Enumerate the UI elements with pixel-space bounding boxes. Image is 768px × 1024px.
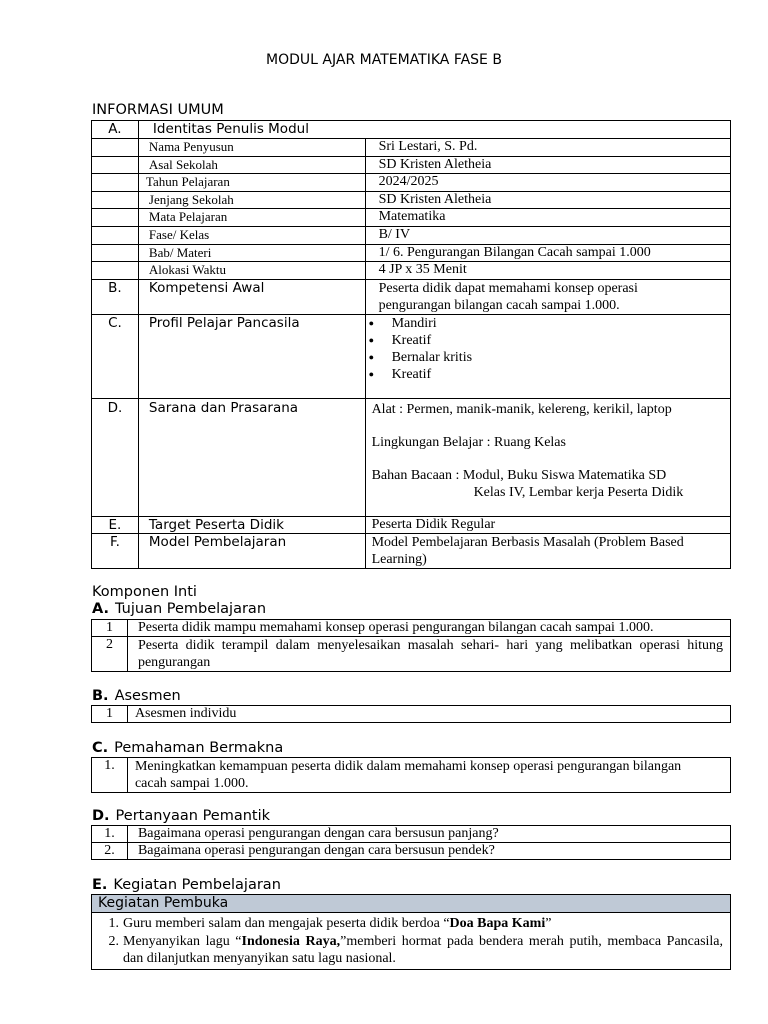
item-text: ”memberi hormat pada bendera merah putih, membaca Pancasila, dan dilanjutkan menyanyikan satu lagu nasional.: [123, 934, 724, 966]
item-text: Guru memberi salam dan mengajak peserta didik berdoa “: [123, 916, 450, 931]
identity-value: SD Kristen Aletheia: [365, 156, 730, 174]
kegiatan-pembuka-header: Kegiatan Pembuka: [92, 895, 731, 913]
asesmen-title: Asesmen: [114, 688, 181, 704]
kegiatan-item: [92, 915, 723, 932]
pemahaman-heading: [92, 740, 283, 756]
table-row: [92, 826, 731, 843]
table-row: [92, 706, 731, 723]
pertanyaan-letter: D.: [92, 808, 110, 824]
kegiatan-table: [91, 894, 731, 970]
identity-row: [92, 174, 731, 192]
list-item: ● Bernalar kritis: [366, 349, 730, 366]
identity-value: Matematika: [365, 209, 730, 227]
row-text: Meningkatkan kemampuan peserta didik dalam memahami konsep operasi pengurangan bilangan cacah sampai 1.000.: [127, 758, 730, 793]
section-d-letter: D.: [92, 398, 139, 516]
list-item: ● Kreatif: [366, 332, 730, 349]
pertanyaan-table: [91, 825, 731, 860]
item-text: ”: [545, 916, 552, 931]
pemahaman-table: [91, 757, 731, 793]
row-text: Asesmen individu: [127, 706, 730, 723]
pertanyaan-title: Pertanyaan Pemantik: [115, 808, 271, 824]
kompetensi-awal-value: Peserta didik dapat memahami konsep operasi pengurangan bilangan cacah sampai 1.000.: [365, 279, 730, 314]
identity-value: SD Kristen Aletheia: [365, 191, 730, 209]
identity-row: [92, 156, 731, 174]
section-c-title: Profil Pelajar Pancasila: [138, 314, 365, 398]
item-text: Menyanyikan lagu “: [123, 934, 242, 949]
identity-value: 2024/2025: [365, 174, 730, 192]
section-f-title: Model Pembelajaran: [138, 533, 365, 568]
table-row: [92, 758, 731, 793]
tujuan-letter: A.: [92, 601, 109, 617]
section-a-title: Identitas Penulis Modul: [138, 121, 730, 139]
row-number: 1: [92, 620, 128, 637]
asesmen-table: [91, 705, 731, 723]
list-item: ● Kreatif: [366, 366, 730, 383]
section-d-title: Sarana dan Prasarana: [138, 398, 365, 516]
identity-row: [92, 191, 731, 209]
bahan-bacaan-continued: Kelas IV, Lembar kerja Peserta Didik: [473, 484, 684, 500]
profil-list: [366, 315, 730, 383]
alat-text: Alat : Permen, manik-manik, kelereng, kerikil, laptop: [371, 401, 672, 417]
section-c-letter: C.: [92, 314, 139, 398]
asesmen-letter: B.: [92, 688, 109, 704]
komponen-inti-heading: Komponen Inti: [92, 584, 197, 600]
model-value: Model Pembelajaran Berbasis Masalah (Problem Based Learning): [365, 533, 730, 568]
table-row: [92, 843, 731, 860]
list-item: ● Mandiri: [366, 315, 730, 332]
identity-row: [92, 262, 731, 280]
row-number: 1.: [92, 826, 128, 843]
pemahaman-title: Pemahaman Bermakna: [114, 740, 284, 756]
lingkungan-text: Lingkungan Belajar : Ruang Kelas: [371, 434, 566, 450]
row-text: Peserta didik terampil dalam menyelesaikan masalah sehari- hari yang melibatkan operasi hitung pengurangan: [127, 637, 730, 672]
identity-label: Bab/ Materi: [138, 244, 365, 262]
identity-row: [92, 226, 731, 244]
pertanyaan-heading: [92, 808, 270, 824]
informasi-umum-table: [91, 120, 731, 569]
row-text: Bagaimana operasi pengurangan dengan cara bersusun pendek?: [127, 843, 730, 860]
identity-label: Alokasi Waktu: [138, 262, 365, 280]
section-b-letter: B.: [92, 279, 139, 314]
item-bold-text: Doa Bapa Kami: [449, 916, 546, 931]
identity-label: Nama Penyusun: [138, 139, 365, 157]
item-number: 2.: [108, 934, 119, 949]
asesmen-heading: [92, 688, 181, 704]
row-number: 2: [92, 637, 128, 672]
document-title: MODUL AJAR MATEMATIKA FASE B: [266, 52, 502, 68]
identity-label: Mata Pelajaran: [138, 209, 365, 227]
tujuan-table: [91, 619, 731, 672]
identity-value: 4 JP x 35 Menit: [365, 262, 730, 280]
kegiatan-title: Kegiatan Pembelajaran: [113, 877, 281, 893]
identity-value: 1/ 6. Pengurangan Bilangan Cacah sampai 1.000: [365, 244, 730, 262]
section-f-letter: F.: [92, 533, 139, 568]
section-e-letter: E.: [92, 516, 139, 533]
row-text: Bagaimana operasi pengurangan dengan cara bersusun panjang?: [127, 826, 730, 843]
pemahaman-letter: C.: [92, 740, 109, 756]
informasi-umum-heading: INFORMASI UMUM: [92, 102, 224, 118]
kegiatan-heading: [92, 877, 281, 893]
identity-label: Fase/ Kelas: [138, 226, 365, 244]
identity-value: Sri Lestari, S. Pd.: [365, 139, 730, 157]
identity-row: [92, 244, 731, 262]
tujuan-heading: [92, 601, 266, 617]
table-row: [92, 637, 731, 672]
identity-row: [92, 139, 731, 157]
section-b-title: Kompetensi Awal: [138, 279, 365, 314]
item-bold-text: Indonesia Raya,: [241, 934, 341, 949]
identity-row: [92, 209, 731, 227]
row-text: Peserta didik mampu memahami konsep operasi pengurangan bilangan cacah sampai 1.000.: [127, 620, 730, 637]
row-number: 1: [92, 706, 128, 723]
table-row: [92, 620, 731, 637]
identity-label: Tahun Pelajaran: [138, 174, 365, 192]
item-number: 1.: [108, 916, 119, 931]
row-number: 1.: [92, 758, 128, 793]
identity-label: Asal Sekolah: [138, 156, 365, 174]
bahan-bacaan-text: Bahan Bacaan : Modul, Buku Siswa Matematika SD: [371, 467, 667, 483]
section-e-title: Target Peserta Didik: [138, 516, 365, 533]
identity-label: Jenjang Sekolah: [138, 191, 365, 209]
identity-value: B/ IV: [365, 226, 730, 244]
target-value: Peserta Didik Regular: [365, 516, 730, 533]
section-a-letter: A.: [92, 121, 139, 139]
kegiatan-item: [92, 933, 723, 967]
kegiatan-letter: E.: [92, 877, 108, 893]
row-number: 2.: [92, 843, 128, 860]
tujuan-title: Tujuan Pembelajaran: [115, 601, 267, 617]
